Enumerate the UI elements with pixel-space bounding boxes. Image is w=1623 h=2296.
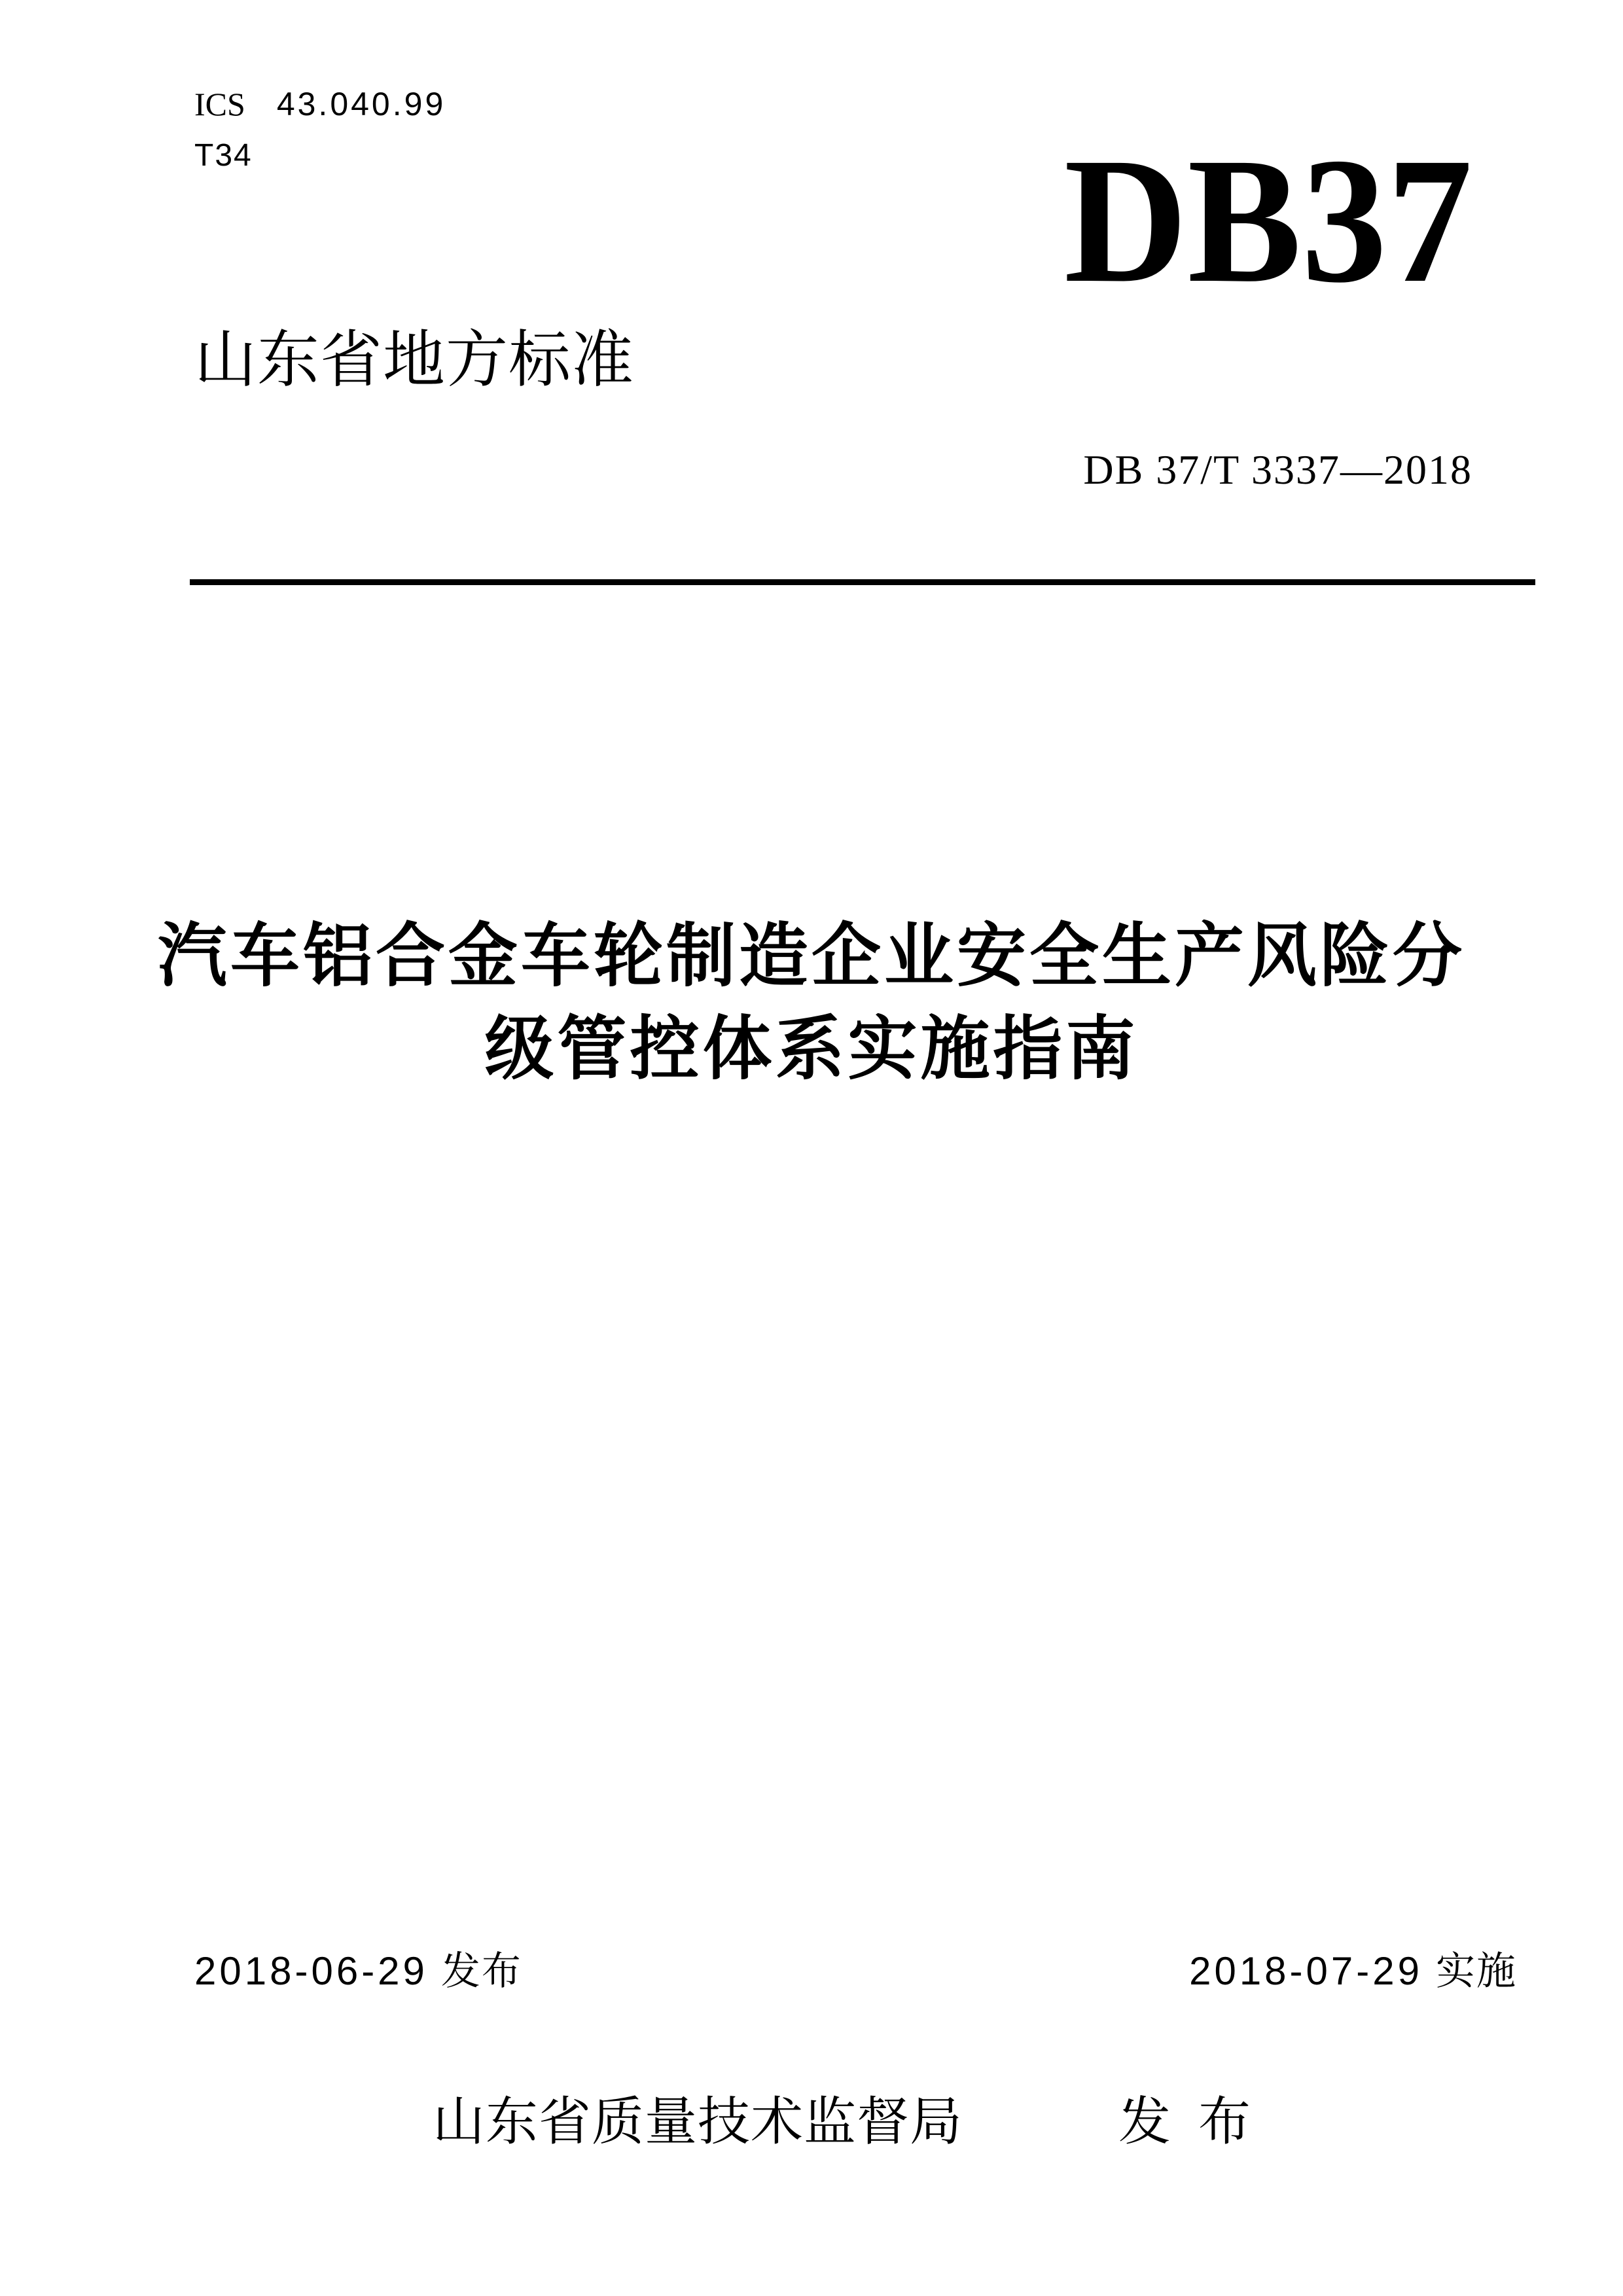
ics-line — [194, 86, 446, 122]
issue-date: 2018-06-29 — [194, 1949, 428, 1993]
standard-number: DB 37/T 3337—2018 — [1083, 446, 1472, 493]
document-title — [0, 910, 1623, 1096]
ics-code: 43.040.99 — [276, 86, 446, 122]
standard-type-title: 山东省地方标准 — [194, 325, 635, 395]
implement-date: 2018-07-29 — [1189, 1949, 1423, 1993]
publish-label: 发布 — [1118, 2092, 1278, 2151]
ics-label: ICS — [194, 86, 245, 122]
issue-date-group — [194, 1945, 522, 1998]
document-title-line-2: 级管控体系实施指南 — [484, 1011, 1139, 1088]
implement-date-group — [1189, 1945, 1517, 1998]
db37-logo: DB37 — [1063, 121, 1472, 320]
document-title-line-1: 汽车铝合金车轮制造企业安全生产风险分 — [158, 918, 1465, 995]
date-row — [0, 1945, 1623, 1998]
implement-date-label: 实施 — [1436, 1949, 1517, 1993]
doc-class-code: T34 — [194, 138, 253, 173]
publisher-name: 山东省质量技术监督局 — [433, 2092, 963, 2151]
issue-date-label: 发布 — [440, 1949, 522, 1993]
publisher-row — [0, 2089, 1623, 2155]
header-divider-line — [190, 579, 1535, 585]
